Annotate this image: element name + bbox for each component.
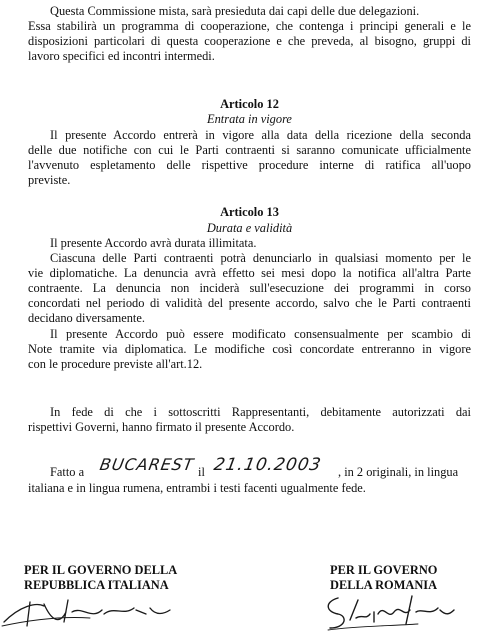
italy-signature xyxy=(0,592,175,632)
done-at-date-handwritten: 21.10.2003 xyxy=(212,455,324,475)
article-13-para3-line-1: Il presente Accordo può essere modificato consensualmente per scambio di xyxy=(50,327,471,341)
romania-signature xyxy=(318,590,458,634)
done-at-prefix: Fatto a xyxy=(50,465,85,479)
closing-line-1: In fede di che i sottoscritti Rappresentanti, debitamente autorizzati dai xyxy=(50,405,471,419)
signatory-italy-line-2: REPUBBLICA ITALIANA xyxy=(24,578,169,592)
signatory-italy-line-1: PER IL GOVERNO DELLA xyxy=(24,563,178,577)
article-12-line-2: delle due notifiche con cui le Parti contraenti si saranno comunicate ufficialmente xyxy=(28,143,471,157)
article-13-para2-line-1: Ciascuna delle Parti contraenti potrà denunciarlo in qualsiasi momento per le xyxy=(50,251,471,265)
closing-line-2: rispettivi Governi, hanno firmato il presente Accordo. xyxy=(28,420,295,434)
done-at-middle: il xyxy=(198,465,205,479)
article-13-para2-line-4: concordati nel periodo di validità del presente accordo, salvo che le Parti contraenti xyxy=(28,296,471,310)
article-12-line-1: Il presente Accordo entrerà in vigore alla data della ricezione della seconda xyxy=(50,128,471,142)
signatory-romania xyxy=(330,563,437,593)
article-13-para2-line-5: decidano diversamente. xyxy=(28,311,145,325)
article-13-heading: Articolo 13 xyxy=(220,205,279,219)
commission-line-4: lavoro specifici ed incontri intermedi. xyxy=(28,49,215,63)
article-13-para3-line-2: Note tramite via diplomatica. Le modifiche così concordate entreranno in vigore xyxy=(28,342,471,356)
signatory-italy xyxy=(24,563,177,593)
done-at-line-2: italiana e in lingua rumena, entrambi i testi facenti ugualmente fede. xyxy=(28,481,366,495)
commission-line-2: Essa stabilirà un programma di cooperazione, che contenga i principi generali e le xyxy=(28,19,471,33)
article-12-line-4: previste. xyxy=(28,173,71,187)
commission-line-3: disposizioni particolari di questa cooperazione e che preveda, al bisogno, gruppi di xyxy=(28,34,471,48)
done-at-place-handwritten: BUCAREST xyxy=(98,455,196,474)
article-13-para2-line-3: contraente. La denuncia non inciderà sull'esecuzione dei programmi in corso xyxy=(28,281,471,295)
done-at-suffix: , in 2 originali, in lingua xyxy=(338,465,459,479)
article-13-para3-line-3: con le procedure previste all'art.12. xyxy=(28,357,203,371)
signatory-romania-line-1: PER IL GOVERNO xyxy=(330,563,438,577)
article-13-subtitle: Durata e validità xyxy=(206,221,293,235)
signatory-romania-line-2: DELLA ROMANIA xyxy=(330,578,438,592)
article-13-para1: Il presente Accordo avrà durata illimitata. xyxy=(50,236,257,250)
article-13-para2-line-2: vie diplomatiche. La denuncia avrà effetto sei mesi dopo la notifica all'altra Parte xyxy=(28,266,471,280)
commission-line-1: Questa Commissione mista, sarà presieduta dai capi delle due delegazioni. xyxy=(50,4,420,18)
article-12-heading: Articolo 12 xyxy=(220,97,279,111)
article-12-line-3: l'avvenuto espletamento delle rispettive procedure interne di ratifica all'uopo xyxy=(28,158,471,172)
article-12-subtitle: Entrata in vigore xyxy=(207,112,292,126)
